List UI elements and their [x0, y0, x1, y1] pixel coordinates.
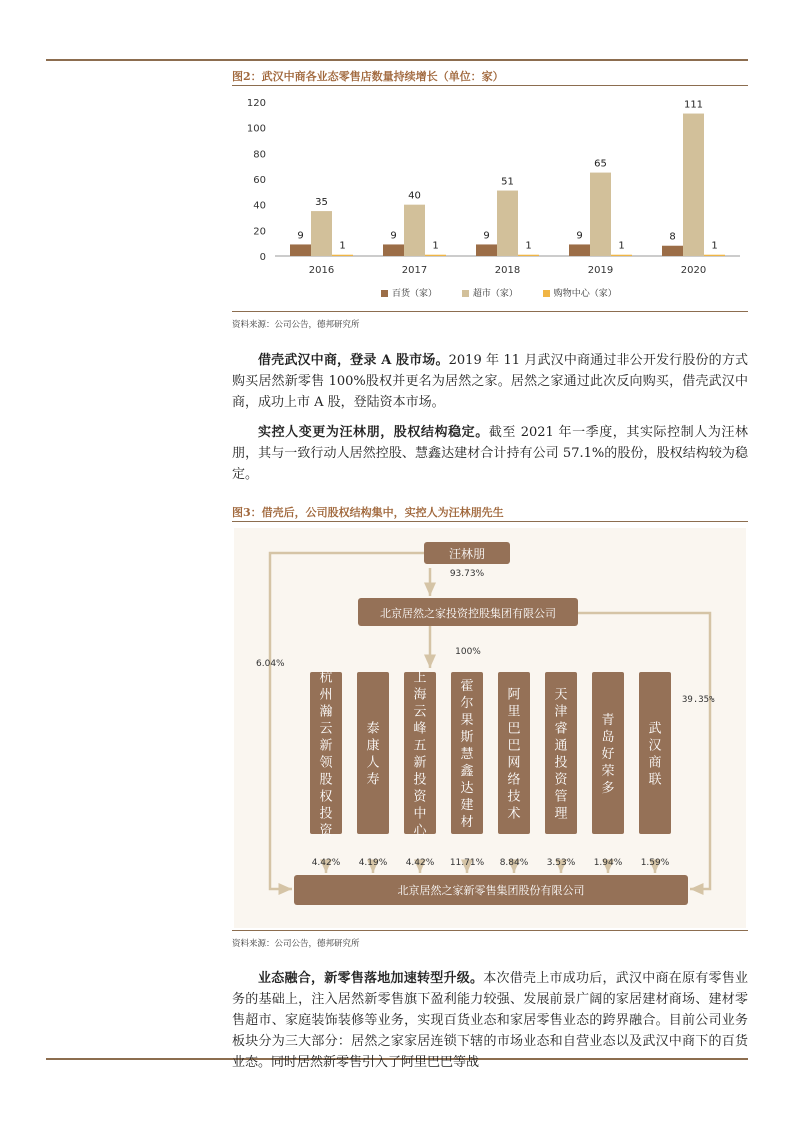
data-label-supermarket-2017: 40 — [408, 190, 421, 202]
paragraph-backdoor-listing — [232, 350, 748, 413]
data-label-mall-2018: 1 — [525, 240, 532, 252]
bar-supermarket-2018 — [497, 191, 518, 256]
shareholder-name-3: 霍尔果斯慧鑫达建材 — [460, 679, 474, 830]
data-label-mall-2016: 1 — [339, 240, 346, 252]
controller-name: 汪林朋 — [448, 547, 486, 561]
shareholder-pct-7: 1.59% — [640, 858, 670, 868]
data-label-department-2020: 8 — [669, 231, 676, 243]
figure3-source: 资料来源：公司公告，德邦研究所 — [232, 939, 360, 949]
bar-supermarket-2020 — [683, 114, 704, 256]
shareholder-name-5: 天津睿通投资管理 — [554, 687, 568, 822]
y-tick-label-4: 80 — [253, 149, 266, 161]
pct-controller-direct: 6.04% — [256, 659, 285, 669]
x-tick-label-2016: 2016 — [308, 265, 335, 276]
figure3-title: 图3：借壳后，公司股权结构集中，实控人为汪林朋先生 — [232, 506, 504, 519]
legend-swatch-mall — [543, 290, 550, 297]
bar-department-2016 — [290, 244, 311, 256]
holding-company-name: 北京居然之家投资控股集团有限公司 — [380, 607, 556, 620]
listed-company-name: 北京居然之家新零售集团股份有限公司 — [397, 884, 585, 897]
y-tick-label-1: 20 — [253, 226, 266, 238]
data-label-department-2019: 9 — [576, 230, 583, 242]
figure3-title-rule — [232, 521, 748, 522]
legend-label-supermarket: 超市（家） — [472, 289, 518, 299]
paragraph-body: 截至 2021 年一季度，其实际控制人为汪林朋，其与一致行动人居然控股、慧鑫达建材合计持有公司 57.1%的股份，股权结构较为稳定。 — [232, 425, 748, 482]
shareholder-pct-1: 4.19% — [358, 858, 388, 868]
bar-mall-2019 — [611, 255, 632, 256]
data-label-supermarket-2018: 51 — [501, 176, 514, 188]
data-label-department-2016: 9 — [297, 230, 304, 242]
legend-label-mall: 购物中心（家） — [553, 289, 617, 299]
data-label-mall-2019: 1 — [618, 240, 625, 252]
shareholder-name-0: 杭州瀚云新领股权投资 — [319, 670, 333, 839]
data-label-mall-2020: 1 — [711, 240, 718, 252]
paragraph-body: 本次借壳上市成功后，武汉中商在原有零售业务的基础上，注入居然新零售旗下盈利能力较强、发展前景广阔的家居建材商场、建材零售超市、家庭装饰装修等业务，实现百货业态和家居零售业态的跨界融合。目前公司业务板块分为三大部分：居然之家家居连锁下辖的市场业态和自营业态以及武汉中商下的百货业态。同时居然新零售引入了阿里巴巴等战 — [232, 971, 748, 1070]
shareholder-pct-6: 1.94% — [593, 858, 623, 868]
bar-mall-2018 — [518, 255, 539, 256]
paragraph-controller — [232, 422, 748, 485]
bar-department-2018 — [476, 244, 497, 256]
figure2-source: 资料来源：公司公告，德邦研究所 — [232, 320, 360, 330]
x-tick-label-2017: 2017 — [401, 265, 428, 276]
paragraph-lead: 业态融合，新零售落地加速转型升级。 — [258, 971, 484, 986]
x-tick-label-2018: 2018 — [494, 265, 521, 276]
legend-item-department — [381, 289, 437, 299]
pct-controller-holding: 93.73% — [449, 569, 485, 579]
y-tick-label-3: 60 — [253, 175, 266, 186]
paragraph-lead: 借壳武汉中商，登录 A 股市场。 — [258, 353, 449, 368]
pct-holding-subsidiary: 100% — [455, 647, 481, 657]
shareholder-pct-3: 11.71% — [449, 858, 485, 868]
legend-swatch-supermarket — [462, 290, 469, 297]
paragraph-lead: 实控人变更为汪林朋，股权结构稳定。 — [258, 425, 489, 440]
bar-chart — [0, 0, 793, 300]
y-tick-label-6: 120 — [246, 98, 266, 109]
shareholder-pct-0: 4.42% — [311, 858, 341, 868]
bar-department-2019 — [569, 244, 590, 256]
legend-item-mall — [543, 289, 617, 299]
y-tick-label-5: 100 — [246, 123, 266, 135]
chart-legend — [381, 286, 639, 299]
y-tick-label-2: 40 — [253, 200, 266, 212]
shareholder-pct-4: 8.84% — [499, 858, 529, 868]
data-label-supermarket-2019: 65 — [594, 158, 607, 170]
paragraph-business-integration — [232, 968, 748, 1073]
shareholder-name-4: 阿里巴巴网络技术 — [507, 687, 521, 822]
data-label-department-2017: 9 — [390, 230, 397, 242]
figure3-bottom-rule — [232, 930, 748, 931]
shareholder-name-7: 武汉商联 — [648, 721, 662, 788]
bar-mall-2020 — [704, 255, 725, 256]
shareholder-name-2: 上海云峰五新投资中心 — [413, 670, 427, 839]
bar-supermarket-2016 — [311, 211, 332, 256]
shareholder-pct-5: 3.53% — [546, 858, 576, 868]
paragraph-body: 2019 年 11 月武汉中商通过非公开发行股份的方式购买居然新零售 100%股权并更名为居然之家。居然之家通过此次反向购买，借壳武汉中商，成功上市 A 股，登陆资本市场。 — [232, 353, 748, 410]
shareholder-name-6: 青岛好荣多 — [601, 713, 615, 796]
bar-supermarket-2019 — [590, 173, 611, 256]
bar-mall-2017 — [425, 255, 446, 256]
legend-item-supermarket — [462, 289, 518, 299]
ownership-diagram — [234, 528, 746, 928]
data-label-supermarket-2016: 35 — [315, 197, 328, 209]
figure2-title: 图2：武汉中商各业态零售店数量持续增长（单位：家） — [232, 70, 504, 83]
figure2-bottom-rule — [232, 311, 748, 312]
shareholder-name-1: 泰康人寿 — [366, 721, 380, 788]
x-tick-label-2019: 2019 — [587, 265, 614, 276]
bar-department-2017 — [383, 244, 404, 256]
bar-mall-2016 — [332, 255, 353, 256]
data-label-department-2018: 9 — [483, 230, 490, 242]
data-label-mall-2017: 1 — [432, 240, 439, 252]
x-tick-label-2020: 2020 — [680, 265, 707, 276]
legend-label-department: 百货（家） — [392, 289, 438, 299]
data-label-supermarket-2020: 111 — [683, 99, 704, 111]
y-tick-label-0: 0 — [259, 252, 266, 263]
shareholder-pct-2: 4.42% — [405, 858, 435, 868]
legend-swatch-department — [381, 290, 388, 297]
pct-holding-direct: 39.35% — [682, 695, 715, 705]
bar-supermarket-2017 — [404, 205, 425, 256]
bar-department-2020 — [662, 246, 683, 256]
